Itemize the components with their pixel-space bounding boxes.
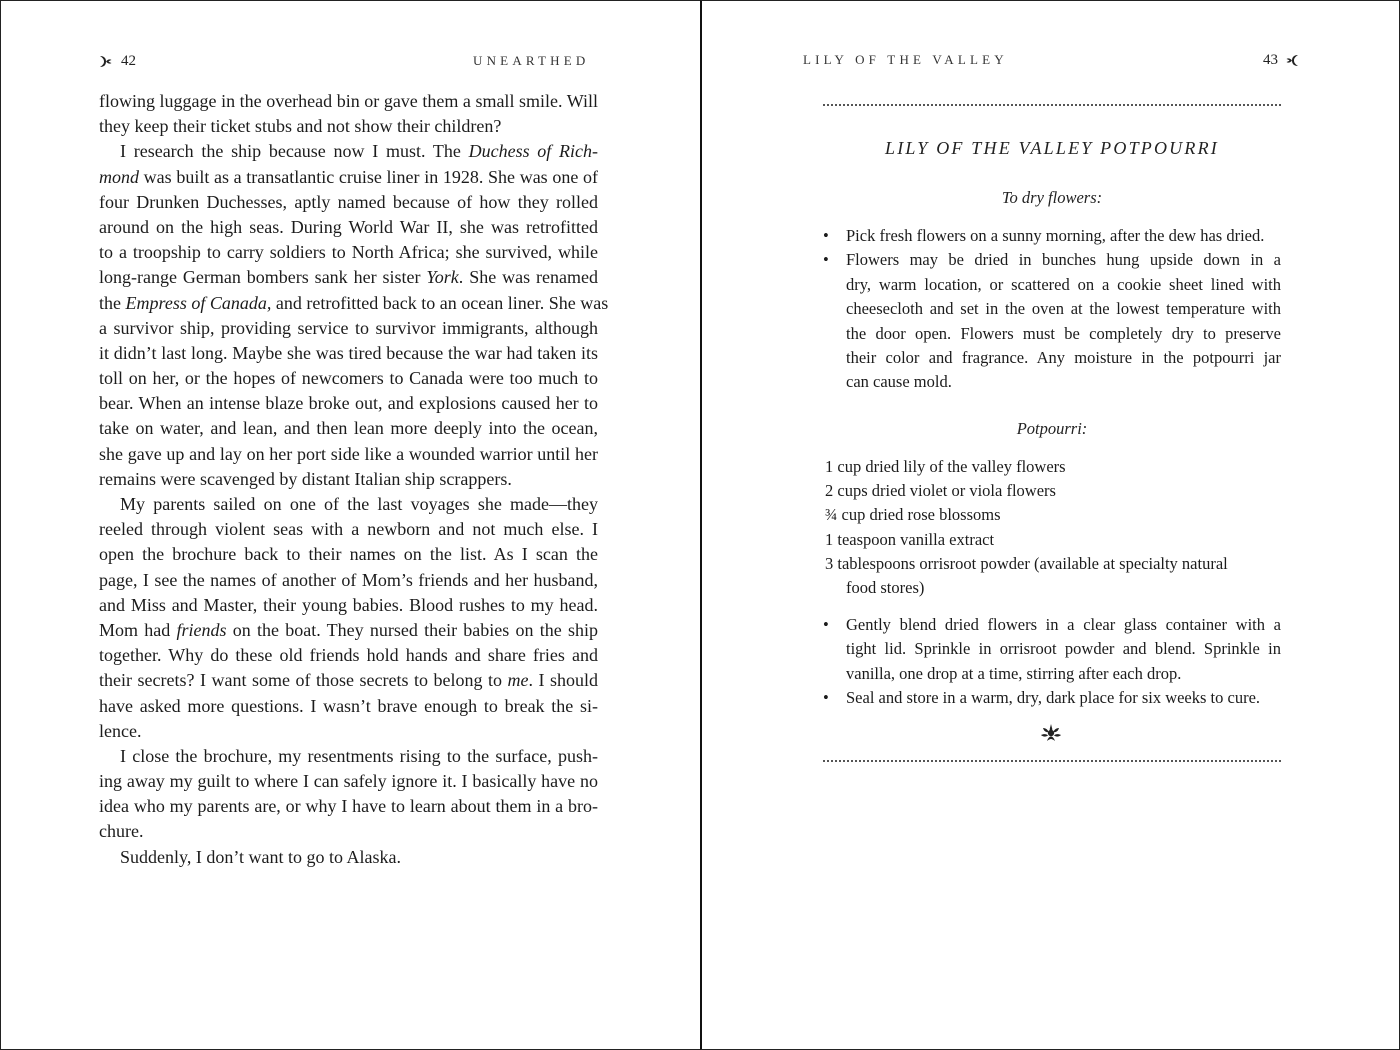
text-run: four Drunken Duchesses, aptly named because of how they rolled: [99, 191, 598, 212]
chapter-title-header: LILY OF THE VALLEY: [803, 52, 1008, 67]
text-line: [99, 240, 598, 265]
text-run: around on the high seas. During World War II, she was retrofitted: [99, 216, 598, 237]
text-line: [99, 291, 609, 316]
text-run: page, I see the names of another of Mom’s friends and her husband,: [99, 569, 598, 590]
text-run: together. Why do these old friends hold hands and share fries and: [99, 645, 598, 666]
page-number: 42: [121, 52, 136, 69]
ingredient-line: 1 teaspoon vanilla extract: [825, 529, 995, 549]
text-run: she gave up and lay on her port side like a wounded warrior until her: [99, 443, 598, 464]
text-run: idea who my parents are, or why I have to learn about them in a bro-: [99, 796, 598, 817]
potpourri-heading: Potpourri:: [1016, 419, 1088, 438]
fleuron-icon: [1286, 53, 1299, 68]
bullet-icon: •: [823, 688, 829, 708]
bullet-line: vanilla, one drop at a time, stirring after each drop.: [846, 663, 1182, 683]
text-line: [99, 366, 598, 391]
text-line: [99, 442, 598, 467]
text-line: [99, 215, 598, 240]
text-run: . I should: [528, 670, 599, 691]
text-run: I close the brochure, my resentments rising to the surface, push-: [120, 745, 598, 766]
italic-text: York: [426, 267, 459, 288]
page-number: 43: [1263, 51, 1278, 68]
body-text: [99, 89, 609, 870]
text-run: My parents sailed on one of the last voyages she made—they: [120, 494, 598, 514]
bullet-line: dry, warm location, or scattered on a cookie sheet lined with: [846, 274, 1281, 294]
italic-text: friends: [176, 619, 227, 640]
text-line: [99, 694, 598, 719]
text-run: take on water, and lean, and then lean more deeply into the ocean,: [99, 418, 598, 439]
text-run: ing away my guilt to where I can safely ignore it. I basically have no: [99, 771, 598, 792]
text-run: have asked more questions. I wasn’t brave enough to break the si-: [99, 695, 598, 716]
text-run: . She was renamed: [458, 267, 598, 288]
text-run: and Miss and Master, their young babies. Blood rushes to my head.: [99, 594, 598, 615]
recipe-title: LILY OF THE VALLEY POTPOURRI: [885, 138, 1219, 158]
bullet-line: Pick fresh flowers on a sunny morning, after the dew has dried.: [846, 226, 1265, 245]
text-line: [99, 643, 598, 668]
text-run: bear. When an intense blaze broke out, and explosions caused her to: [99, 393, 598, 414]
text-line: [99, 845, 598, 870]
text-run: Suddenly, I don’t want to go to Alaska.: [120, 846, 401, 867]
text-line: [99, 89, 598, 114]
fleuron-icon: [99, 54, 112, 69]
ingredient-line: 2 cups dried violet or viola flowers: [825, 481, 1056, 501]
text-line: [99, 719, 598, 744]
text-run: they keep their ticket stubs and not show their children?: [99, 116, 502, 137]
text-line: [99, 114, 598, 139]
text-line: [99, 341, 598, 366]
text-run: reeled through violent seas with a newborn and not much else. I: [99, 519, 598, 540]
italic-text: mond: [99, 166, 139, 187]
book-title-header: UNEARTHED: [473, 53, 590, 68]
text-line: [99, 316, 598, 341]
text-line: [99, 542, 598, 567]
bullet-line: the door open. Flowers must be completely dry to preserve: [846, 323, 1281, 343]
bullet-item: [823, 686, 1281, 710]
text-run: chure.: [99, 821, 144, 842]
italic-text: me: [507, 670, 529, 691]
text-line: [99, 517, 598, 542]
text-run: it didn’t last long. Maybe she was tired because the war had taken its: [99, 342, 598, 363]
text-run: open the brochure back to their names on the list. As I scan the: [99, 544, 598, 565]
italic-text: Duchess of Rich-: [468, 141, 599, 162]
bullet-line: their color and fragrance. Any moisture in the potpourri jar: [846, 347, 1281, 367]
text-line: [99, 568, 598, 593]
dry-steps-list: [823, 224, 1281, 395]
text-run: toll on her, or the hopes of newcomers to Canada were too much to: [99, 368, 598, 389]
text-run: the: [99, 292, 126, 313]
text-run: long-range German bombers sank her sister: [99, 267, 427, 288]
text-run: Mom had: [99, 619, 177, 640]
bullet-icon: •: [823, 226, 829, 245]
text-run: and retrofitted back to an ocean liner. She was: [271, 292, 609, 313]
text-run: to a troopship to carry soldiers to North Africa; she survived, while: [99, 242, 598, 263]
bullet-item: [823, 248, 1281, 394]
text-line: [99, 139, 598, 164]
bullet-item: [823, 224, 1281, 248]
bullet-item: [823, 613, 1281, 686]
text-line: [99, 416, 598, 441]
text-line: [99, 391, 598, 416]
text-run: I research the ship because now I must. The: [120, 141, 469, 162]
bullet-icon: •: [823, 615, 829, 634]
text-line: [99, 769, 598, 794]
ingredient-line: food stores): [846, 578, 925, 598]
flourish-icon: [1040, 723, 1062, 743]
text-line: [99, 744, 598, 769]
dotted-rule-bottom: [823, 760, 1281, 762]
italic-text: Empress of Canada,: [125, 292, 272, 313]
ingredient-line: ¾ cup dried rose blossoms: [825, 505, 1001, 525]
text-line: [99, 794, 598, 819]
bullet-line: Seal and store in a warm, dry, dark place for six weeks to cure.: [846, 688, 1261, 708]
ingredient-line: 1 cup dried lily of the valley flowers: [825, 457, 1066, 476]
method-steps-list: [823, 613, 1281, 711]
bullet-line: Gently blend dried flowers in a clear glass container with a: [846, 615, 1281, 634]
dry-flowers-heading: To dry flowers:: [1001, 188, 1103, 207]
text-run: remains were scavenged by distant Italian ship scrappers.: [99, 468, 512, 489]
bullet-icon: •: [823, 250, 829, 270]
text-line: [99, 593, 598, 618]
bullet-line: Flowers may be dried in bunches hung upside down in a: [846, 250, 1281, 270]
text-line: [99, 467, 598, 492]
ingredient-list: [825, 455, 1281, 600]
bullet-line: can cause mold.: [846, 372, 952, 392]
text-line: [99, 165, 598, 190]
text-line: [99, 265, 598, 290]
text-run: flowing luggage in the overhead bin or gave them a small smile. Will: [99, 91, 598, 111]
dotted-rule-top: [823, 104, 1281, 106]
text-run: a survivor ship, providing service to survivor immigrants, although: [99, 317, 598, 338]
text-line: [99, 190, 598, 215]
text-run: was built as a transatlantic cruise liner in 1928. She was one of: [139, 166, 598, 187]
ingredient-line: 3 tablespoons orrisroot powder (available at specialty natural: [825, 553, 1228, 573]
right-header: [1263, 50, 1299, 70]
text-run: lence.: [99, 720, 142, 741]
left-header: [99, 51, 136, 71]
text-line: [99, 618, 598, 643]
bullet-line: tight lid. Sprinkle in orrisroot powder and blend. Sprinkle in: [846, 639, 1281, 659]
text-run: on the boat. They nursed their babies on the ship: [226, 619, 599, 640]
text-line: [99, 492, 598, 517]
text-line: [99, 819, 598, 844]
bullet-line: cheesecloth and set in the oven at the lowest temperature with: [846, 299, 1281, 319]
text-line: [99, 668, 598, 693]
text-run: their secrets? I want some of those secrets to belong to: [99, 670, 508, 691]
